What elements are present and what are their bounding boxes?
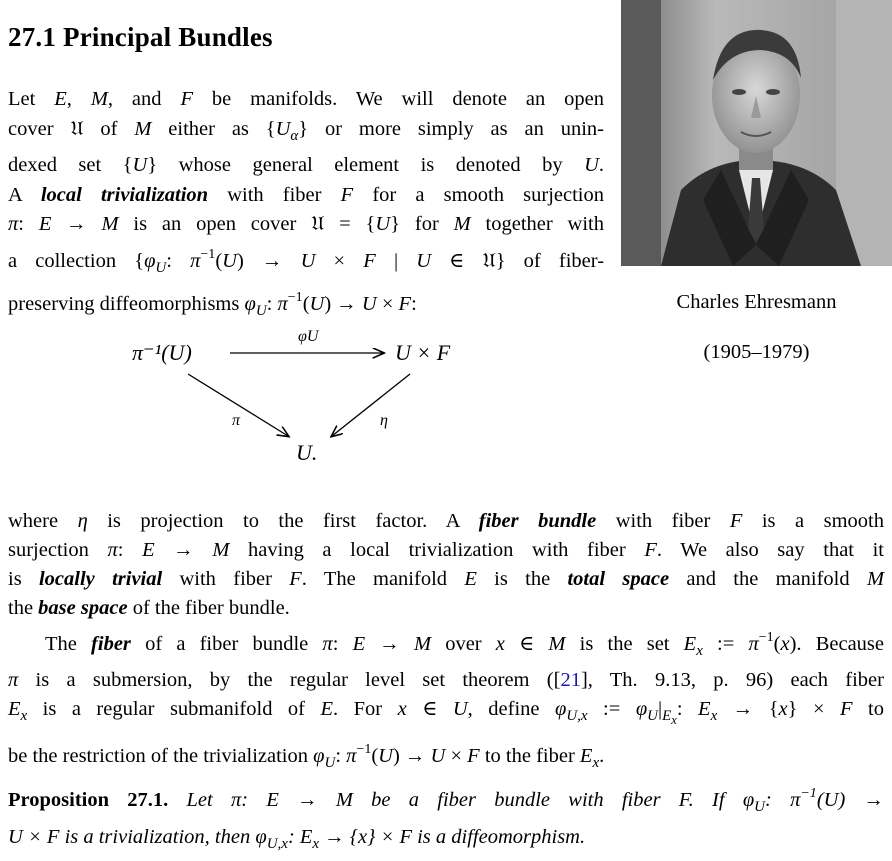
section-number: 27.1 — [8, 22, 57, 52]
text-line: π: E → M is an open cover 𝔘 = {U} for M together with — [8, 213, 604, 235]
text-line: the base space of the fiber bundle. — [8, 597, 290, 619]
text-line: a collection {$\varphi_U$: $\pi^{-1}(U) \to U \times F$ | U ∈ 𝔘} of fiber- — [8, 246, 605, 276]
text-line: surjection π: E → M having a local trivialization with fiber F. We also say that it — [8, 539, 884, 561]
section-title: Principal Bundles — [63, 22, 273, 52]
proposition-label: Proposition 27.1. — [8, 789, 169, 811]
commutative-diagram — [120, 318, 500, 478]
portrait-photo — [621, 0, 892, 266]
text-line: where η is projection to the first factor. A fiber bundle with fiber F is a smooth — [8, 510, 884, 532]
portrait-illustration — [621, 0, 892, 266]
body-text — [8, 507, 884, 778]
text-line: U × F is a trivialization, then $\varphi_{U,x}$: $E_x \to \{x\} \times F$ is a diffeomorphism. — [8, 826, 586, 852]
text-line: Proposition 27.1. Let π: E → M be a fiber bundle with fiber F. If $\varphi_U$: $\pi^{-1}(U)$ → — [8, 786, 885, 815]
section-heading — [8, 22, 273, 53]
text-line: cover 𝔘 of M either as $\{U_\alpha\}$ or more simply as an unin- — [8, 117, 604, 144]
text-line: The fiber of a fiber bundle π: E → M over x ∈ M is the set $E_x$ := $\pi^{-1}(x)$. Because — [45, 630, 885, 659]
citation-link[interactable]: 21 — [560, 669, 581, 691]
label-pi: π — [232, 412, 241, 429]
figure-caption-name: Charles Ehresmann — [676, 291, 837, 313]
node-base: U. — [296, 440, 318, 465]
proposition — [8, 779, 884, 859]
text-line: π is a submersion, by the regular level set theorem ([21], Th. 9.13, p. 96) each fiber — [8, 669, 884, 691]
text-line: be the restriction of the trivialization $\varphi_U$: $\pi^{-1}(U) \to U \times F$ to the fiber $E_x$. — [8, 742, 605, 771]
intro-paragraph — [8, 85, 604, 327]
label-eta: η — [380, 412, 388, 429]
figure-caption-years: (1905–1979) — [703, 341, 810, 363]
text-line: preserving diffeomorphisms $\varphi_U$: $\pi^{-1}(U) \to U \times F$: — [8, 290, 417, 319]
text-line: is locally trivial with fiber F. The manifold E is the total space and the manifold M — [8, 568, 885, 590]
text-line: A local trivialization with fiber F for a smooth surjection — [8, 183, 604, 206]
arrow-eta — [332, 374, 410, 436]
text-line: dexed set {U} whose general element is denoted by U. — [8, 154, 604, 176]
label-phi: φU — [298, 328, 319, 345]
node-preimage: π⁻¹(U) — [132, 340, 192, 365]
text-line: Let E, M, and F be manifolds. We will denote an open — [8, 88, 604, 110]
node-product: U × F — [395, 340, 451, 365]
text-line: $E_x$ is a regular submanifold of E. For x ∈ U, define $\varphi_{U,x}$ := $\varphi_U|_{E_x}$: $E_x \to \{x\} \times F$ to — [8, 698, 884, 727]
